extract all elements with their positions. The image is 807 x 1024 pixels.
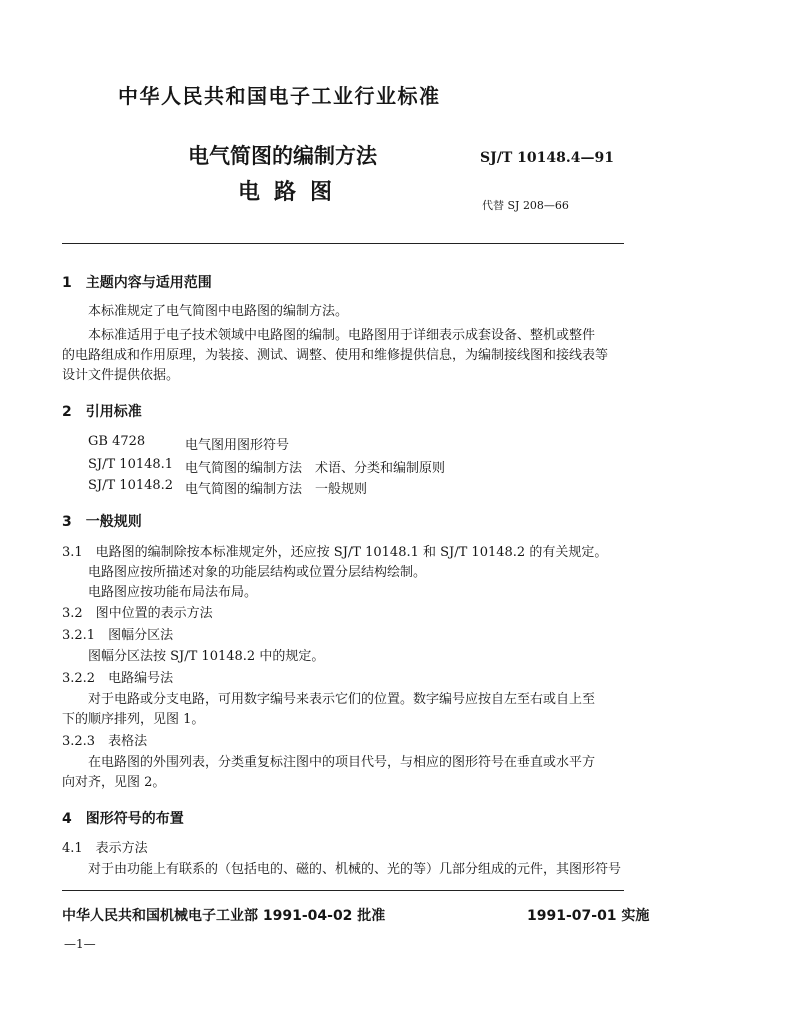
clause-4-1-line-1: 对于由功能上有联系的（包括电的、磁的、机械的、光的等）几部分组成的元件，其图形符号: [88, 862, 622, 877]
issuing-organization: 中华人民共和国电子工业行业标准: [118, 84, 441, 108]
clause-3-2-3-heading: 3.2.3 表格法: [62, 734, 148, 749]
section-2-heading: 2 引用标准: [62, 404, 142, 420]
replaces-note: 代替 SJ 208—66: [482, 199, 569, 212]
section-1-paragraph-2-line-3: 设计文件提供依据。: [62, 368, 180, 383]
section-4-heading: 4 图形符号的布置: [62, 811, 184, 827]
page-number: —1—: [64, 937, 96, 951]
clause-3-2-2-line-1: 对于电路或分支电路，可用数字编号来表示它们的位置。数字编号应按自左至右或自上至: [88, 692, 596, 707]
document-subtitle: 电路图: [238, 180, 347, 205]
footer-divider: [62, 890, 624, 891]
effective-date: 1991-07-01 实施: [527, 908, 650, 924]
approval-statement: 中华人民共和国机械电子工业部 1991-04-02 批准: [62, 908, 386, 924]
header-divider: [62, 243, 624, 244]
clause-3-2-2-line-2: 下的顺序排列，见图 1。: [62, 712, 205, 727]
clause-3-2-3-line-1: 在电路图的外围列表，分类重复标注图中的项目代号，与相应的图形符号在垂直或水平方: [88, 755, 596, 770]
clause-3-1-line-1: 3.1 电路图的编制除按本标准规定外，还应按 SJ/T 10148.1 和 SJ/T 10148.2 的有关规定。: [62, 545, 608, 560]
reference-code: SJ/T 10148.1: [88, 457, 174, 472]
section-1-paragraph-2-line-2: 的电路组成和作用原理，为装接、测试、调整、使用和维修提供信息，为编制接线图和接线表等: [62, 348, 609, 363]
document-title: 电气简图的编制方法: [188, 144, 377, 168]
clause-3-2-1-heading: 3.2.1 图幅分区法: [62, 628, 174, 643]
reference-code: GB 4728: [88, 434, 146, 449]
reference-title: 电气图用图形符号: [185, 438, 290, 453]
standard-code: SJ/T 10148.4—91: [480, 150, 614, 166]
reference-code: SJ/T 10148.2: [88, 478, 174, 493]
clause-3-2-3-line-2: 向对齐，见图 2。: [62, 775, 166, 790]
clause-3-2-heading: 3.2 图中位置的表示方法: [62, 606, 213, 621]
section-1-paragraph-1: 本标准规定了电气简图中电路图的编制方法。: [88, 304, 349, 319]
section-1-heading: 1 主题内容与适用范围: [62, 275, 212, 291]
clause-3-1-line-3: 电路图应按功能布局法布局。: [88, 585, 258, 600]
clause-3-2-2-heading: 3.2.2 电路编号法: [62, 671, 174, 686]
section-1-paragraph-2-line-1: 本标准适用于电子技术领域中电路图的编制。电路图用于详细表示成套设备、整机或整件: [88, 328, 596, 343]
section-3-heading: 3 一般规则: [62, 514, 142, 530]
clause-4-1-heading: 4.1 表示方法: [62, 841, 148, 856]
reference-title: 电气简图的编制方法 术语、分类和编制原则: [185, 461, 446, 476]
clause-3-2-1-text: 图幅分区法按 SJ/T 10148.2 中的规定。: [88, 649, 325, 664]
clause-3-1-line-2: 电路图应按所描述对象的功能层结构或位置分层结构绘制。: [88, 565, 427, 580]
reference-title: 电气简图的编制方法 一般规则: [185, 482, 368, 497]
